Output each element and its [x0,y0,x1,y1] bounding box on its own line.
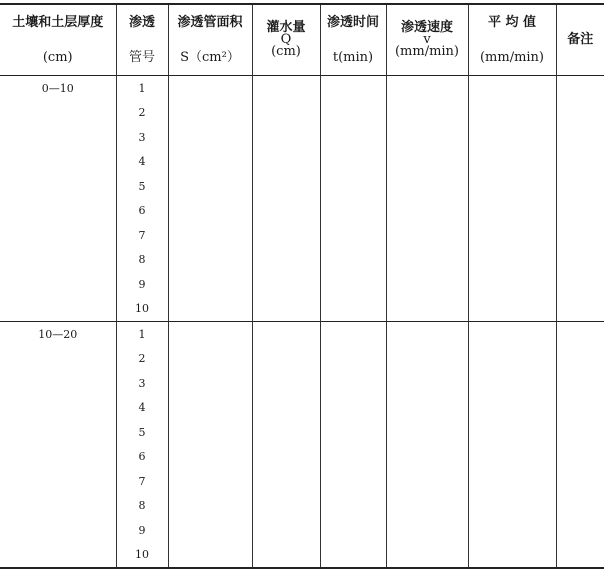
speed-cell [386,76,468,101]
remarks-cell [556,420,604,445]
water-cell [252,297,320,322]
average-cell [468,199,556,224]
area-cell [168,347,252,372]
water-cell [252,494,320,519]
speed-cell [386,420,468,445]
remarks-cell [556,445,604,470]
area-cell [168,174,252,199]
area-cell [168,371,252,396]
time-cell [320,347,386,372]
speed-cell [386,396,468,421]
tube-number-cell: 1 [116,322,168,347]
soil-depth-cell: 0—10 [41,82,74,95]
time-cell [320,420,386,445]
speed-cell [386,347,468,372]
average-cell [468,101,556,126]
area-cell [168,396,252,421]
time-cell [320,445,386,470]
time-cell [320,396,386,421]
average-cell [468,297,556,322]
area-cell [168,518,252,543]
water-cell [252,101,320,126]
area-cell [168,125,252,150]
average-cell [468,174,556,199]
remarks-cell [556,223,604,248]
speed-cell [386,543,468,569]
remarks-cell [556,494,604,519]
table-row [0,76,604,101]
remarks-cell [556,150,604,175]
tube-number-cell: 3 [116,371,168,396]
time-cell [320,543,386,569]
remarks-cell [556,76,604,101]
header-area: 渗透管面积 [168,4,252,40]
water-cell [252,396,320,421]
water-cell [252,322,320,347]
area-cell [168,101,252,126]
time-cell [320,469,386,494]
header-time-unit: t(min) [320,40,386,76]
tube-number-cell: 1 [116,76,168,101]
tube-number-cell: 3 [116,125,168,150]
time-cell [320,199,386,224]
water-cell [252,248,320,273]
speed-cell [386,125,468,150]
header-remarks: 备注 [556,4,604,76]
time-cell [320,272,386,297]
water-cell [252,272,320,297]
average-cell [468,76,556,101]
remarks-cell [556,199,604,224]
remarks-cell [556,543,604,569]
header-speed: 渗透速度 v (mm/min) [386,4,468,76]
average-cell [468,272,556,297]
area-cell [168,420,252,445]
tube-number-cell: 9 [116,518,168,543]
time-cell [320,174,386,199]
infiltration-record-table [0,3,604,569]
tube-number-cell: 4 [116,150,168,175]
water-cell [252,371,320,396]
time-cell [320,125,386,150]
remarks-cell [556,347,604,372]
water-cell [252,223,320,248]
remarks-cell [556,125,604,150]
average-cell [468,223,556,248]
average-cell [468,322,556,347]
tube-number-cell: 8 [116,494,168,519]
average-cell [468,518,556,543]
time-cell [320,297,386,322]
average-cell [468,347,556,372]
header-time: 渗透时间 [320,4,386,40]
speed-cell [386,272,468,297]
time-cell [320,494,386,519]
average-cell [468,469,556,494]
remarks-cell [556,174,604,199]
speed-cell [386,371,468,396]
tube-number-cell: 2 [116,347,168,372]
time-cell [320,518,386,543]
water-cell [252,518,320,543]
time-cell [320,248,386,273]
water-cell [252,445,320,470]
water-cell [252,150,320,175]
area-cell [168,543,252,569]
area-cell [168,272,252,297]
average-cell [468,494,556,519]
speed-cell [386,248,468,273]
table-row [0,322,604,347]
average-cell [468,445,556,470]
header-soil-depth-unit: (cm) [42,49,73,65]
time-cell [320,101,386,126]
area-cell [168,445,252,470]
speed-cell [386,101,468,126]
area-cell [168,322,252,347]
average-cell [468,248,556,273]
remarks-cell [556,322,604,347]
table-body [0,76,604,569]
remarks-cell [556,396,604,421]
time-cell [320,223,386,248]
water-cell [252,469,320,494]
water-cell [252,420,320,445]
water-cell [252,543,320,569]
water-cell [252,125,320,150]
remarks-cell [556,371,604,396]
tube-number-cell: 4 [116,396,168,421]
header-water: 灌水量 Q (cm) [252,4,320,76]
header-average: 平 均 值 [468,4,556,40]
tube-number-cell: 10 [116,543,168,569]
speed-cell [386,174,468,199]
speed-cell [386,223,468,248]
time-cell [320,76,386,101]
tube-number-cell: 5 [116,420,168,445]
remarks-cell [556,248,604,273]
header-tube: 渗透 [116,4,168,40]
water-cell [252,76,320,101]
tube-number-cell: 2 [116,101,168,126]
water-cell [252,174,320,199]
area-cell [168,248,252,273]
time-cell [320,371,386,396]
average-cell [468,125,556,150]
speed-cell [386,199,468,224]
remarks-cell [556,272,604,297]
area-cell [168,150,252,175]
tube-number-cell: 10 [116,297,168,322]
header-tube-label: 管号 [116,40,168,76]
header-area-unit: S（cm²） [168,40,252,76]
area-cell [168,494,252,519]
header-soil-depth: 土壤和土层厚度 [12,14,104,30]
header-average-unit: (mm/min) [468,40,556,76]
area-cell [168,469,252,494]
time-cell [320,322,386,347]
remarks-cell [556,518,604,543]
speed-cell [386,494,468,519]
average-cell [468,371,556,396]
tube-number-cell: 6 [116,199,168,224]
remarks-cell [556,297,604,322]
speed-cell [386,322,468,347]
area-cell [168,76,252,101]
speed-cell [386,297,468,322]
average-cell [468,396,556,421]
tube-number-cell: 8 [116,248,168,273]
tube-number-cell: 6 [116,445,168,470]
remarks-cell [556,469,604,494]
speed-cell [386,469,468,494]
average-cell [468,420,556,445]
water-cell [252,199,320,224]
speed-cell [386,150,468,175]
area-cell [168,223,252,248]
time-cell [320,150,386,175]
tube-number-cell: 7 [116,469,168,494]
tube-number-cell: 5 [116,174,168,199]
remarks-cell [556,101,604,126]
area-cell [168,297,252,322]
water-cell [252,347,320,372]
average-cell [468,543,556,569]
tube-number-cell: 7 [116,223,168,248]
tube-number-cell: 9 [116,272,168,297]
area-cell [168,199,252,224]
average-cell [468,150,556,175]
soil-depth-cell: 10—20 [38,328,78,341]
speed-cell [386,445,468,470]
speed-cell [386,518,468,543]
